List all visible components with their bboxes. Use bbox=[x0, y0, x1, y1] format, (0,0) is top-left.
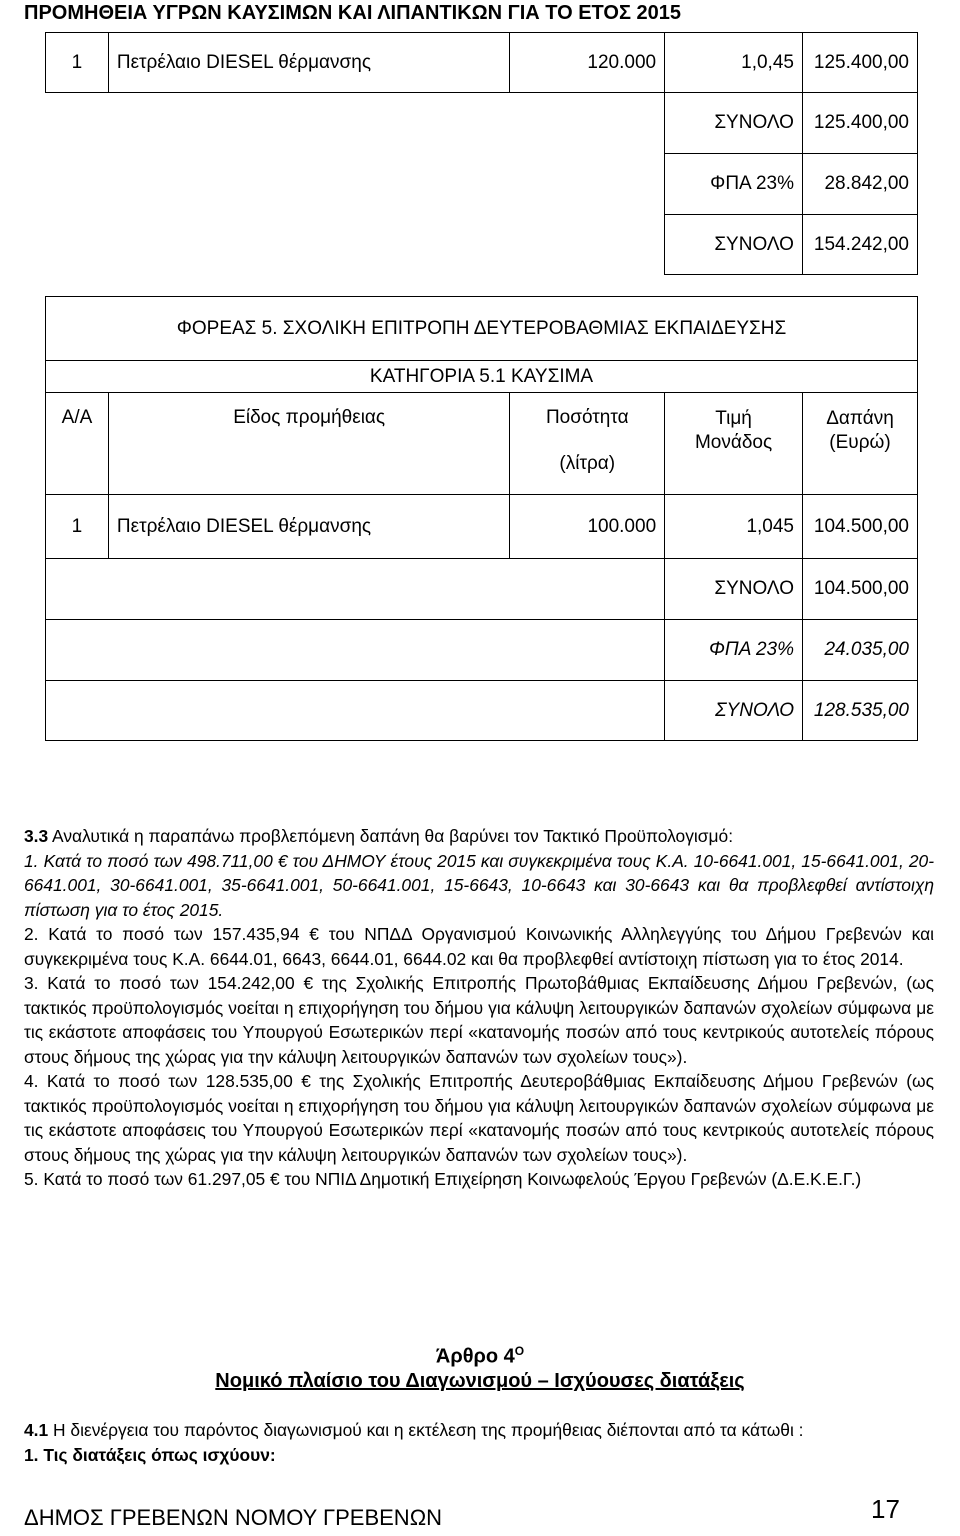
item-label: 1. Κατά το ποσό των 498.711,00 bbox=[24, 850, 278, 871]
euro-icon: € bbox=[303, 973, 314, 993]
section-4-1-text bbox=[24, 1418, 934, 1443]
article-title bbox=[0, 1344, 960, 1369]
header-qty-unit: (λίτρα) bbox=[559, 453, 616, 474]
summary-value: 154.242,00 bbox=[802, 215, 917, 275]
row-price: 1,045 bbox=[665, 495, 803, 559]
section-intro-text: Αναλυτικά η παραπάνω προβλεπόμενη δαπάνη θα βαρύνει τον Τακτικό Προϋπολογισμό: bbox=[48, 826, 734, 846]
list-item bbox=[24, 971, 934, 1069]
summary-label: ΣΥΝΟΛΟ bbox=[665, 559, 803, 620]
header-row bbox=[46, 393, 918, 495]
row-cost: 125.400,00 bbox=[802, 33, 917, 93]
euro-icon: € bbox=[270, 1169, 280, 1189]
fuel-table-school-committee bbox=[45, 296, 918, 741]
section-number: 4.1 bbox=[24, 1420, 49, 1440]
section-4-1-sub: 1. Τις διατάξεις όπως ισχύουν: bbox=[24, 1444, 276, 1465]
item-text: του ΔΗΜΟΥ έτους 2015 και συγκεκριμένα τους Κ.Α. 10-6641.001, 15-6641.001, 20-6641.001, 30-6641.001, 35-6641.001, 50-6641.001, 15-6643, 10-6643 και 30-6643 και θα προβλεφθεί αντίστοιχη πίστωση για το έτος 2015. bbox=[24, 850, 934, 920]
row-qty: 120.000 bbox=[510, 33, 665, 93]
summary-value: 104.500,00 bbox=[802, 559, 917, 620]
article-title-text: Άρθρο 4 bbox=[435, 1345, 515, 1368]
row-price: 1,0,45 bbox=[665, 33, 803, 93]
summary-row bbox=[46, 681, 918, 741]
item-text: της Σχολικής Επιτροπής Δευτεροβάθμιας Εκπαίδευσης Δήμου Γρεβενών (ως τακτικός προϋπολογισμός νοείται η επιχορήγηση του δήμου για κάλυψη λειτουργικών δαπανών σχολείων σύμφωνα με τις εκάστοτε αποφάσεις του Υπουργού Εσωτερικών περί «κατανομής ποσών από τους κεντρικούς αυτοτελείς πόρους στους δήμους της χώρας για την κάλυψη λειτουργικών δαπανών των σχολείων τους»). bbox=[24, 1071, 934, 1165]
summary-row bbox=[46, 154, 918, 215]
summary-label: ΣΥΝΟΛΟ bbox=[665, 681, 803, 741]
header-price-line1: Τιμή bbox=[715, 408, 752, 429]
entity-title: ΦΟΡΕΑΣ 5. ΣΧΟΛΙΚΗ ΕΠΙΤΡΟΠΗ ΔΕΥΤΕΡΟΒΑΘΜΙΑΣ ΕΚΠΑΙΔΕΥΣΗΣ bbox=[46, 297, 918, 361]
footer-municipality: ΔΗΜΟΣ ΓΡΕΒΕΝΩΝ ΝΟΜΟΥ ΓΡΕΒΕΝΩΝ bbox=[24, 1505, 443, 1530]
summary-value: 28.842,00 bbox=[802, 154, 917, 215]
section-number: 3.3 bbox=[24, 826, 49, 846]
euro-icon: € bbox=[309, 924, 319, 944]
list-item bbox=[24, 849, 934, 923]
section-4-1-body: Η διενέργεια του παρόντος διαγωνισμού και η εκτέλεση της προμήθειας διέπονται από τα κάτωθι : bbox=[48, 1420, 804, 1440]
article-title-sup: Ο bbox=[514, 1344, 525, 1358]
summary-label: ΣΥΝΟΛΟ bbox=[665, 93, 803, 154]
item-label: 5. Κατά το ποσό των 61.297,05 bbox=[24, 1169, 270, 1189]
summary-row bbox=[46, 620, 918, 681]
row-aa: 1 bbox=[46, 33, 109, 93]
header-qty bbox=[510, 393, 665, 495]
summary-value: 125.400,00 bbox=[802, 93, 917, 154]
summary-label: ΦΠΑ 23% bbox=[665, 620, 803, 681]
table-row bbox=[46, 495, 918, 559]
summary-row bbox=[46, 215, 918, 275]
table-row bbox=[46, 33, 918, 93]
header-price bbox=[665, 393, 803, 495]
section-intro bbox=[24, 824, 934, 849]
header-item: Είδος προμήθειας bbox=[108, 393, 509, 495]
list-item bbox=[24, 1167, 934, 1192]
fuel-table-2015 bbox=[45, 32, 918, 275]
summary-label: ΣΥΝΟΛΟ bbox=[665, 215, 803, 275]
summary-row bbox=[46, 559, 918, 620]
category-row bbox=[46, 361, 918, 393]
category-title: ΚΑΤΗΓΟΡΙΑ 5.1 ΚΑΥΣΙΜΑ bbox=[46, 361, 918, 393]
header-cost-line1: Δαπάνη bbox=[826, 408, 894, 429]
article-subtitle: Νομικό πλαίσιο του Διαγωνισμού – Ισχύουσες διατάξεις bbox=[215, 1370, 745, 1392]
header-qty-label: Ποσότητα bbox=[545, 407, 629, 428]
list-item bbox=[24, 922, 934, 971]
item-text: του ΝΠΔΔ Οργανισμού Κοινωνικής Αλληλεγγύης του Δήμου Γρεβενών και συγκεκριμένα τους Κ.Α. 6644.01, 6643, 6644.01, 6644.02 και θα προβλεφθεί αντίστοιχη πίστωση για το έτος 2014. bbox=[24, 924, 934, 969]
section-4-1 bbox=[24, 1418, 934, 1467]
header-cost bbox=[802, 393, 917, 495]
item-text: της Σχολικής Επιτροπής Πρωτοβάθμιας Εκπαίδευσης Δήμου Γρεβενών, (ως τακτικός προϋπολογισμός νοείται η επιχορήγηση του δήμου για κάλυψη λειτουργικών δαπανών σχολείων σύμφωνα με τις εκάστοτε αποφάσεις του Υπουργού Εσωτερικών περί «κατανομής ποσών από τους κεντρικούς αυτοτελείς πόρους στους δήμους της χώρας για την κάλυψη λειτουργικών δαπανών των σχολείων τους»). bbox=[24, 973, 935, 1067]
item-text: του ΝΠΙΔ Δημοτική Επιχείρηση Κοινωφελούς Έργου Γρεβενών (Δ.Ε.Κ.Ε.Γ.) bbox=[279, 1169, 862, 1189]
summary-label: ΦΠΑ 23% bbox=[665, 154, 803, 215]
header-cost-line2: (Ευρώ) bbox=[829, 432, 891, 453]
summary-row bbox=[46, 93, 918, 154]
budget-breakdown bbox=[24, 824, 934, 1192]
header-price-line2: Μονάδος bbox=[694, 432, 773, 453]
entity-row bbox=[46, 297, 918, 361]
item-label: 2. Κατά το ποσό των 157.435,94 bbox=[24, 924, 310, 944]
header-aa: Α/Α bbox=[46, 393, 109, 495]
euro-icon: € bbox=[301, 1071, 311, 1091]
summary-value: 128.535,00 bbox=[802, 681, 917, 741]
list-item bbox=[24, 1069, 934, 1167]
row-aa: 1 bbox=[46, 495, 109, 559]
euro-icon: € bbox=[277, 850, 288, 871]
item-label: 3. Κατά το ποσό των 154.242,00 bbox=[24, 973, 304, 993]
row-qty: 100.000 bbox=[510, 495, 665, 559]
row-item: Πετρέλαιο DIESEL θέρμανσης bbox=[108, 495, 509, 559]
summary-value: 24.035,00 bbox=[802, 620, 917, 681]
item-label: 4. Κατά το ποσό των 128.535,00 bbox=[24, 1071, 302, 1091]
row-cost: 104.500,00 bbox=[802, 495, 917, 559]
page-number: 17 bbox=[871, 1494, 900, 1524]
row-item: Πετρέλαιο DIESEL θέρμανσης bbox=[108, 33, 510, 93]
procurement-heading: ΠΡΟΜΗΘΕΙΑ ΥΓΡΩΝ ΚΑΥΣΙΜΩΝ ΚΑΙ ΛΙΠΑΝΤΙΚΩΝ ΓΙΑ ΤΟ ΕΤΟΣ 2015 bbox=[24, 2, 682, 24]
